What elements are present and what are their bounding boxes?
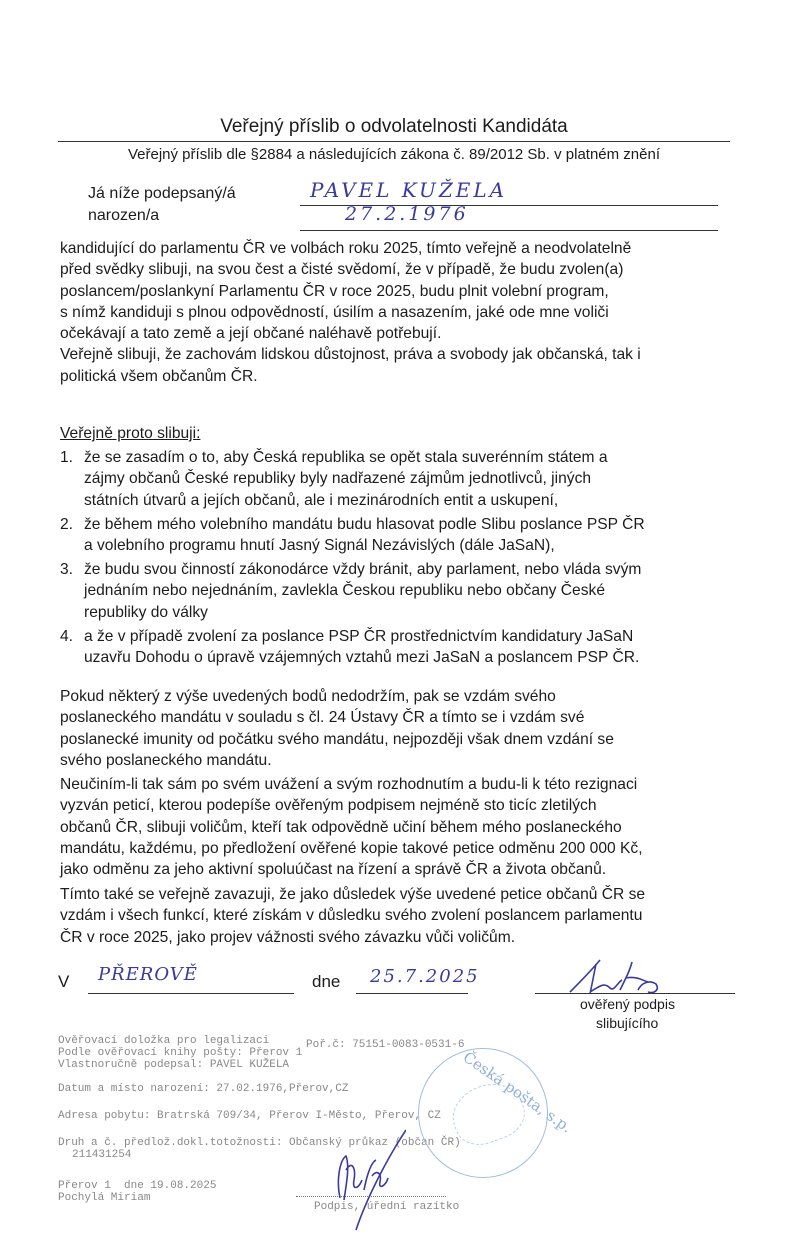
text-line: že budu svou činností zákonodárce vždy bránit, aby parlament, nebo vláda svým bbox=[84, 561, 642, 578]
text-line: vzdám i všech funkcí, které získám v důsledku svého zvolení poslancem parlamentu bbox=[60, 907, 643, 925]
text-line: vyzván peticí, kterou podepíše ověřeným podpisem nejméně sto ticíc zletilých bbox=[60, 797, 597, 815]
promise-number: 2. bbox=[60, 516, 74, 533]
text-line: Tímto také se veřejně zavazuji, že jako důsledek výše uvedené petice občanů ČR se bbox=[60, 886, 646, 903]
birth-fill-line bbox=[300, 230, 718, 231]
text-line: Neučiním-li tak sám po svém uvážení a svým rozhodnutím a budu-li k této rezignaci bbox=[60, 776, 638, 793]
text-line: kandidující do parlamentu ČR ve volbách roku 2025, tímto veřejně a neodvolatelně bbox=[60, 240, 632, 257]
signature-caption-2: slibujícího bbox=[596, 1015, 659, 1031]
verification-place-date: Přerov 1 dne 19.08.2025 bbox=[58, 1180, 217, 1192]
verification-line-1: Ověřovací doložka pro legalizaci bbox=[58, 1035, 270, 1047]
official-signature-caption: Podpis, úřední razítko bbox=[314, 1201, 460, 1213]
date-handwritten: 25.7.2025 bbox=[370, 966, 480, 987]
promise-heading: Veřejně proto slibuji: bbox=[60, 425, 201, 442]
text-line: očekávají a tato země a její občané naléhavě potřebují. bbox=[60, 325, 442, 343]
text-line: že se zasadím o to, aby Česká republika se opět stala suverénním státem a bbox=[84, 449, 608, 466]
verification-line-2: Podle ověřovací knihy pošty: Přerov 1 bbox=[58, 1047, 303, 1059]
name-label: Já níže podepsaný/á bbox=[88, 185, 236, 202]
signature-line bbox=[535, 993, 735, 994]
verification-officer: Pochylá Miriam bbox=[58, 1192, 151, 1204]
promise-item-2 bbox=[60, 514, 726, 557]
petition-paragraph bbox=[60, 774, 726, 880]
text-line: ČR v roce 2025, jako projev vážnosti svého závazku vůči voličům. bbox=[60, 928, 516, 946]
text-line: jednáním nebo nejednáním, zavlekla Českou republiku nebo občany České bbox=[84, 582, 605, 600]
title-rule bbox=[58, 141, 730, 142]
text-line: Veřejně slibuji, že zachovám lidskou důstojnost, práva a svobody jak občanská, tak i bbox=[60, 346, 641, 364]
text-line: uzavřu Dohodu o úpravě vzájemných vztahů mezi JaSaN a poslancem PSP ČR. bbox=[84, 649, 640, 667]
birth-handwritten: 27.2.1976 bbox=[345, 203, 469, 225]
text-line: Pokud některý z výše uvedených bodů nedodržím, pak se vzdám svého bbox=[60, 688, 556, 705]
promise-item-3 bbox=[60, 559, 726, 623]
text-line: poslancem/poslankyní Parlamentu ČR v roce 2025, budu plnit volební program, bbox=[60, 282, 609, 300]
signature-caption-1: ověřený podpis bbox=[580, 996, 675, 1012]
promise-number: 4. bbox=[60, 628, 74, 645]
resign-paragraph bbox=[60, 686, 726, 771]
text-line: státních útvarů a jejích občanů, ale i mezinárodních entit a uskupení, bbox=[84, 491, 559, 509]
text-line: poslanecké imunity od počátku svého mandátu, nejpozději však dnem vzdání se bbox=[60, 730, 614, 748]
document-title: Veřejný příslib o odvolatelnosti Kandidáta bbox=[220, 116, 568, 137]
verification-id-number: 211431254 bbox=[72, 1149, 132, 1161]
promise-item-4 bbox=[60, 626, 726, 669]
verification-id-doc: Druh a č. předlož.dokl.totožnosti: Občanský průkaz (občan ČR) bbox=[58, 1137, 461, 1149]
date-fill-line bbox=[356, 993, 468, 994]
verification-line-3: Vlastnoručně podepsal: PAVEL KUŽELA bbox=[58, 1059, 290, 1071]
text-line: s nímž kandiduji s plnou odpovědností, úsilím a nasazením, jaké ode mne voliči bbox=[60, 303, 609, 321]
text-line: poslaneckého mandátu v souladu s čl. 24 Ústavy ČR a tímto se i vzdám své bbox=[60, 709, 585, 727]
signature-official bbox=[316, 1120, 406, 1240]
text-line: politická všem občanům ČR. bbox=[60, 367, 258, 385]
verification-ref-number: Poř.č: 75151-0083-0531-6 bbox=[306, 1039, 465, 1051]
name-handwritten: PAVEL KUŽELA bbox=[310, 178, 508, 202]
text-line: a že v případě zvolení za poslance PSP ČR prostřednictvím kandidatury JaSaN bbox=[84, 628, 634, 645]
place-fill-line bbox=[88, 993, 294, 994]
text-line: zájmy občanů České republiky byly nadřazené zájmům jednotlivců, jiných bbox=[84, 470, 592, 488]
place-label: V bbox=[58, 972, 70, 991]
birth-label: narozen/a bbox=[88, 207, 160, 224]
verification-address: Adresa pobytu: Bratrská 709/34, Přerov I-Město, Přerov, CZ bbox=[58, 1110, 441, 1122]
intro-paragraph bbox=[60, 238, 726, 387]
promise-item-1 bbox=[60, 447, 726, 511]
commit-paragraph bbox=[60, 884, 726, 948]
stamp-text: Česká pošta, s.p. bbox=[459, 1048, 576, 1137]
text-line: mandátu, každému, po předložení ověřené kopie takové petice odměnu 200 000 Kč, bbox=[60, 839, 643, 857]
text-line: občanů ČR, slibuji voličům, kteří tak odpovědně učiní během mého poslaneckého bbox=[60, 818, 622, 836]
promise-number: 3. bbox=[60, 561, 74, 578]
promise-number: 1. bbox=[60, 449, 74, 466]
text-line: jako odměnu za jeho aktivní spoluúčast na řízení a správě ČR a života občanů. bbox=[60, 861, 607, 879]
text-line: že během mého volebního mandátu budu hlasovat podle Slibu poslance PSP ČR bbox=[84, 516, 645, 533]
text-line: před svědky slibuji, na svou čest a čisté svědomí, že v případě, že budu zvolen(a) bbox=[60, 261, 624, 279]
document-subtitle: Veřejný příslib dle §2884 a následujících zákona č. 89/2012 Sb. v platném znění bbox=[127, 146, 660, 163]
text-line: republiky do války bbox=[84, 603, 208, 621]
verification-birth: Datum a místo narození: 27.02.1976,Přerov,CZ bbox=[58, 1083, 349, 1095]
text-line: svého poslaneckého mandátu. bbox=[60, 751, 272, 769]
text-line: a volebního programu hnutí Jasný Signál Nezávislých (dále JaSaN), bbox=[84, 537, 555, 555]
place-handwritten: PŘEROVĚ bbox=[98, 964, 198, 985]
date-label: dne bbox=[312, 972, 341, 991]
